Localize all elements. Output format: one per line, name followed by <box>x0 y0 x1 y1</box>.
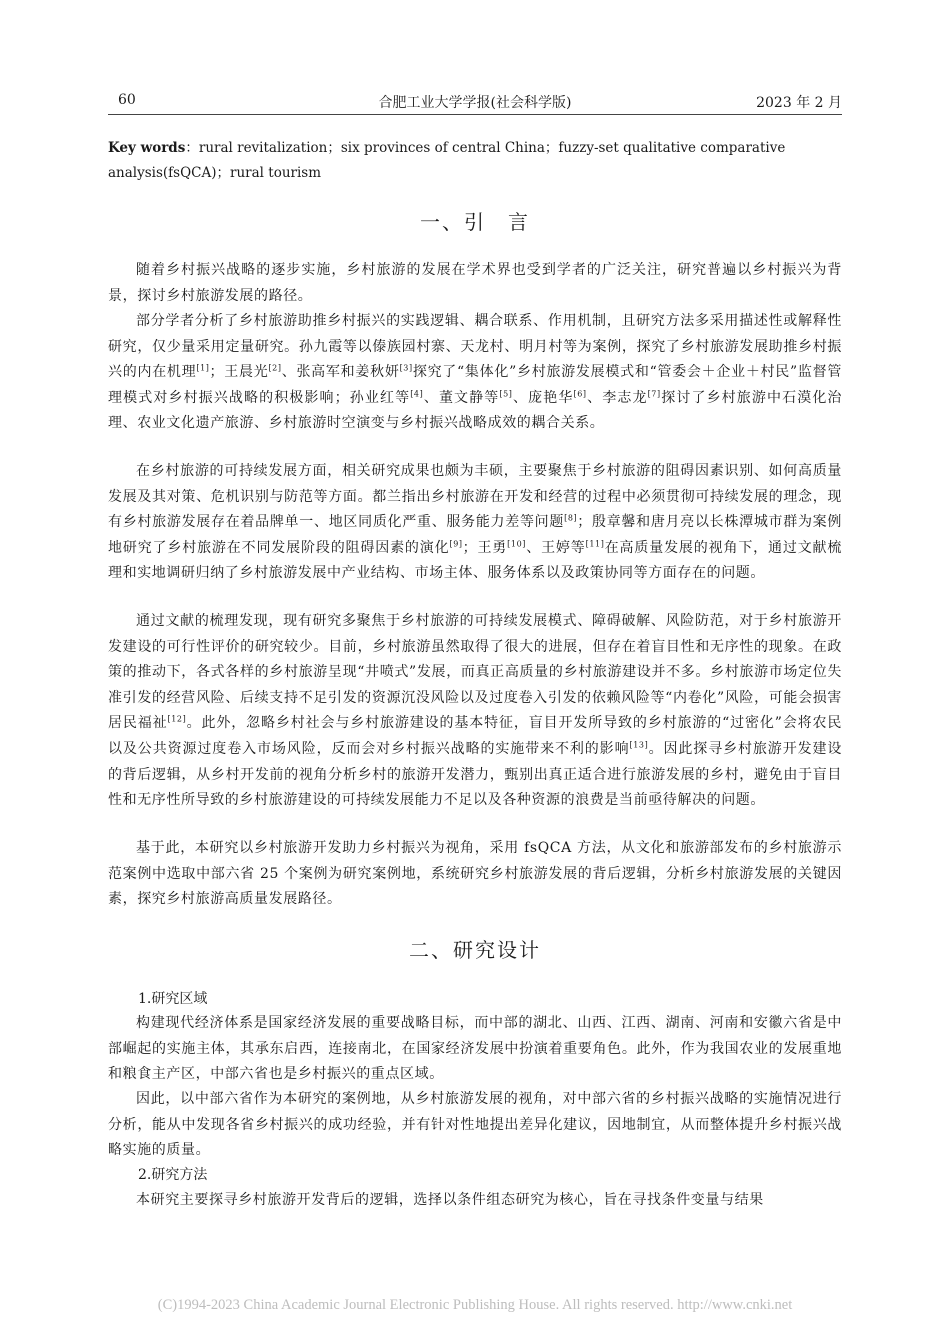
paragraph <box>108 309 842 437</box>
citation-ref[interactable]: [13] <box>629 740 649 750</box>
citation-ref[interactable]: [11] <box>585 539 605 549</box>
text-run: 。因此探寻乡村旅游开发建设的背后逻辑，从乡村开发前的视角分析乡村的旅游开发潜力，甄别出真正适合进行旅游发展的乡村，避免由于盲目性和无序性所导致的乡村旅游建设的可持续发展能力不足以及各种资源的浪费是当前亟待解决的问题。 <box>108 740 842 809</box>
citation-ref[interactable]: [5] <box>499 389 513 399</box>
paragraph <box>108 459 842 587</box>
text-run: 在高质量发展的视角下，通过文献梳理和实地调研归纳了乡村旅游发展中产业结构、市场主体、服务体系以及政策协同等方面存在的问题。 <box>108 539 842 582</box>
citation-ref[interactable]: [9] <box>449 539 463 549</box>
text-run: 部分学者分析了乡村旅游助推乡村振兴的实践逻辑、耦合联系、作用机制，且研究方法多采用描述性或解释性研究，仅少量采用定量研究。孙九霞等以傣族园村寨、天龙村、明月村等为案例，探究了乡村旅游发展助推乡村振兴的内在机理 <box>108 313 842 381</box>
citation-ref[interactable]: [8] <box>564 513 578 523</box>
paragraph: 基于此，本研究以乡村旅游开发助力乡村振兴为视角，采用 fsQCA 方法，从文化和旅游部发布的乡村旅游示范案例中选取中部六省 25 个案例为研究案例地，系统研究乡村旅游发展的背后逻辑，分析乡村旅游发展的关键因素，探究乡村旅游高质量发展路径。 <box>108 840 842 908</box>
text-run: 、庞艳华 <box>512 389 574 406</box>
text-run: ；殷章馨和唐月亮以长株潭城市群为案例地研究了乡村旅游在不同发展阶段的阻碍因素的演化 <box>108 514 842 556</box>
text-run: 探究了“集体化”乡村旅游发展模式和“管委会＋企业＋村民”监督管理模式对乡村振兴战略的积极影响；孙业红等 <box>108 364 842 406</box>
page-number: 60 <box>118 92 136 108</box>
text-run: 在乡村旅游的可持续发展方面，相关研究成果也颇为丰硕，主要聚焦于乡村旅游的阻碍因素识别、如何高质量发展及其对策、危机识别与防范等方面。都兰指出乡村旅游在开发和经营的过程中必须贯彻可持续发展的理念，现有乡村旅游发展存在着品牌单一、地区同质化严重、服务能力差等问题 <box>108 463 842 531</box>
citation-ref[interactable]: [10] <box>507 539 526 549</box>
section-heading-research-design: 二、研究设计 <box>409 938 541 962</box>
citation-ref[interactable]: [2] <box>268 363 282 373</box>
keywords-label: Key words <box>108 140 186 156</box>
paragraph <box>108 609 842 814</box>
text-run: 、董文静等 <box>423 389 500 406</box>
citation-ref[interactable]: [6] <box>573 389 587 399</box>
issue-date: 2023 年 2 月 <box>756 95 842 111</box>
copyright-footer: (C)1994-2023 China Academic Journal Electronic Publishing House. All rights reserved. http://www.cnki.net <box>157 1297 793 1313</box>
citation-ref[interactable]: [7] <box>647 389 661 399</box>
text-run: ；王晨光 <box>209 364 269 381</box>
running-header <box>108 92 842 115</box>
section-heading-introduction: 一、引 言 <box>420 210 530 234</box>
keywords-text: ：rural revitalization；six provinces of central China；fuzzy-set qualitative comparative analysis(fsQCA)；rural tourism <box>108 140 786 181</box>
text-run: 、张高军和姜秋妍 <box>281 364 400 381</box>
subsection-heading: 2.研究方法 <box>138 1167 208 1183</box>
text-run: ；王勇 <box>462 539 508 556</box>
paragraph: 因此，以中部六省作为本研究的案例地，从乡村旅游发展的视角，对中部六省的乡村振兴战略的实施情况进行分析，能从中发现各省乡村振兴的成功经验，并有针对性地提出差异化建议，因地制宜，从而整体提升乡村振兴战略实施的质量。 <box>108 1091 842 1159</box>
citation-ref[interactable]: [3] <box>399 363 413 373</box>
paragraph: 本研究主要探寻乡村旅游开发背后的逻辑，选择以条件组态研究为核心，旨在寻找条件变量与结果 <box>136 1192 764 1208</box>
paragraph: 随着乡村振兴战略的逐步实施，乡村旅游的发展在学术界也受到学者的广泛关注，研究普遍以乡村振兴为背景，探讨乡村旅游发展的路径。 <box>108 262 842 304</box>
subsection-heading: 1.研究区域 <box>138 991 208 1007</box>
paragraph: 构建现代经济体系是国家经济发展的重要战略目标，而中部的湖北、山西、江西、湖南、河南和安徽六省是中部崛起的实施主体，其承东启西，连接南北，在国家经济发展中扮演着重要角色。此外，作为我国农业的发展重地和粮食主产区，中部六省也是乡村振兴的重点区域。 <box>108 1015 842 1083</box>
keywords <box>108 136 842 186</box>
text-run: 探讨了乡村旅游中石漠化治理、农业文化遗产旅游、乡村旅游时空演变与乡村振兴战略成效的耦合关系。 <box>108 389 843 432</box>
citation-ref[interactable]: [1] <box>196 363 210 373</box>
text-run: 通过文献的梳理发现，现有研究多聚焦于乡村旅游的可持续发展模式、障碍破解、风险防范，对于乡村旅游开发建设的可行性评价的研究较少。目前，乡村旅游虽然取得了很大的进展，但存在着盲目性和无序性的现象。在政策的推动下，各式各样的乡村旅游呈现“井喷式”发展，而真正高质量的乡村旅游建设并不多。乡村旅游市场定位失准引发的经营风险、后续支持不足引发的资源沉没风险以及过度卷入引发的依赖风险等“内卷化”风险，可能会损害居民福祉 <box>108 613 842 732</box>
text-run: 、李志龙 <box>586 389 648 406</box>
text-run: 、王婷等 <box>525 539 586 556</box>
citation-ref[interactable]: [12] <box>167 714 187 724</box>
text-run: 。此外，忽略乡村社会与乡村旅游建设的基本特征，盲目开发所导致的乡村旅游的“过密化”会将农民以及公共资源过度卷入市场风险，反而会对乡村振兴战略的实施带来不利的影响 <box>108 715 842 757</box>
journal-title: 合肥工业大学学报(社会科学版) <box>378 95 572 111</box>
citation-ref[interactable]: [4] <box>410 389 424 399</box>
